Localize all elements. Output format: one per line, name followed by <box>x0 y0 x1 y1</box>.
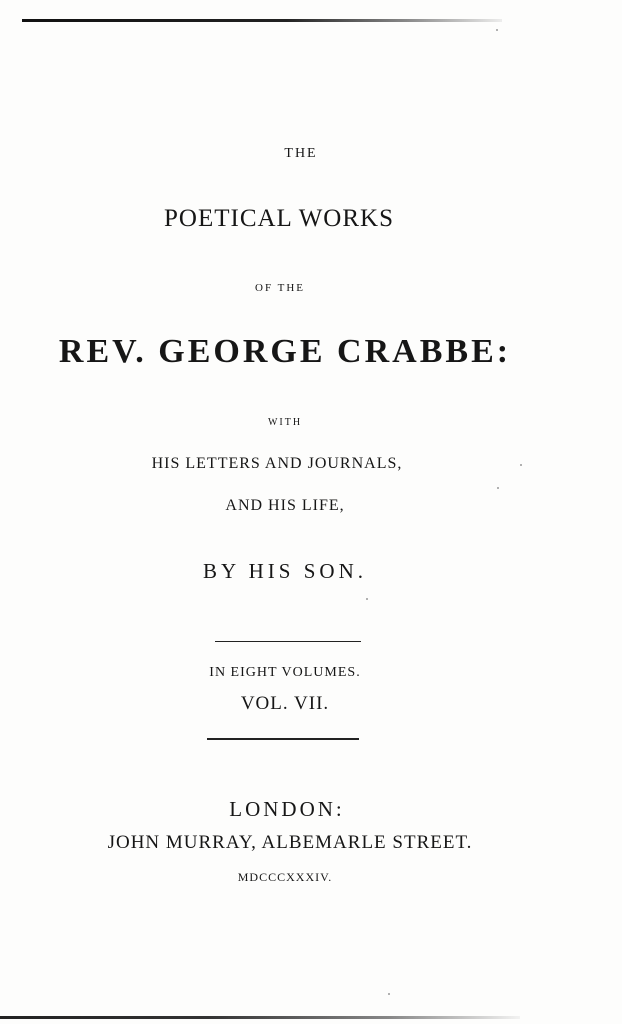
paper-speck <box>520 464 522 466</box>
paper-speck <box>388 993 390 995</box>
divider-upper <box>215 641 361 642</box>
title-with: WITH <box>267 417 303 428</box>
title-the: THE <box>284 146 318 161</box>
publisher-line: JOHN MURRAY, ALBEMARLE STREET. <box>107 832 473 853</box>
letters-and-journals: HIS LETTERS AND JOURNALS, <box>151 455 403 472</box>
paper-speck <box>496 29 498 31</box>
bottom-edge-rule <box>0 1016 520 1019</box>
publication-year: MDCCCXXXIV. <box>237 870 333 884</box>
title-poetical-works: POETICAL WORKS <box>164 205 394 232</box>
title-of-the: OF THE <box>255 282 305 294</box>
top-edge-rule <box>22 19 502 22</box>
publication-city: LONDON: <box>229 797 345 821</box>
by-his-son: BY HIS SON. <box>203 559 367 583</box>
volumes-count: IN EIGHT VOLUMES. <box>209 665 361 680</box>
paper-speck <box>366 598 368 600</box>
author-name: REV. GEORGE CRABBE: <box>58 333 512 370</box>
paper-speck <box>497 487 499 489</box>
volume-number: VOL. VII. <box>240 693 330 714</box>
and-his-life: AND HIS LIFE, <box>225 497 345 514</box>
divider-lower <box>207 738 359 740</box>
